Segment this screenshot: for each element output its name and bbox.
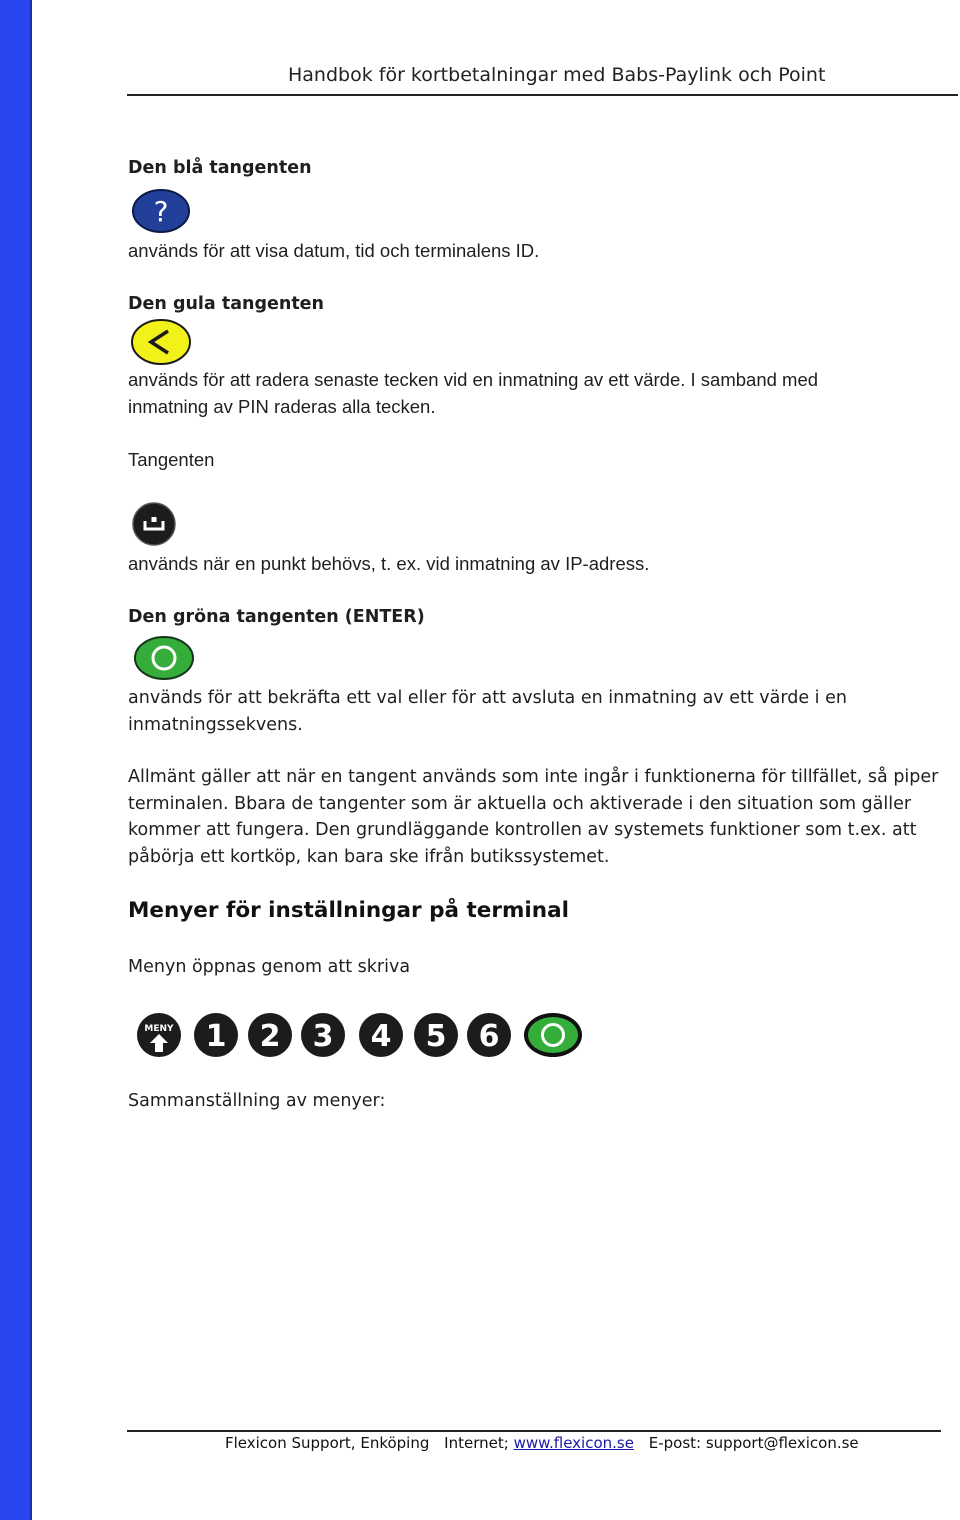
svg-text:4: 4 (370, 1019, 392, 1054)
general-paragraph-line1: Allmänt gäller att när en tangent används som inte ingår i funktionerna för tillfället, så piper (128, 767, 939, 787)
digit-3-key-icon (300, 1012, 346, 1058)
digit-5-key-icon (413, 1012, 459, 1058)
blue-key-heading: Den blå tangenten (128, 158, 312, 178)
yellow-backspace-key-icon (130, 318, 192, 366)
svg-text:5: 5 (425, 1019, 447, 1054)
footer-email: E-post: support@flexicon.se (648, 1434, 859, 1452)
general-paragraph-line3: kommer att fungera. Den grundläggande kontrollen av systemets funktioner som t.ex. att (128, 820, 917, 840)
footer-internet-label: Internet; (444, 1434, 509, 1452)
green-enter-key-icon (133, 635, 195, 681)
blue-key-description: används för att visa datum, tid och terminalens ID. (128, 240, 540, 261)
svg-text:3: 3 (312, 1019, 334, 1054)
yellow-key-heading: Den gula tangenten (128, 294, 325, 314)
digit-2-key-icon (247, 1012, 293, 1058)
general-paragraph-line4: påbörja ett kortköp, kan bara ske ifrån butikssystemet. (128, 847, 610, 867)
header-divider (127, 94, 958, 96)
dot-key-description: används när en punkt behövs, t. ex. vid inmatning av IP-adress. (128, 553, 650, 574)
footer-company: Flexicon Support, Enköping (225, 1434, 430, 1452)
svg-text:2: 2 (259, 1019, 281, 1054)
meny-key-icon (136, 1012, 184, 1060)
dot-key-heading: Tangenten (128, 449, 215, 470)
footer-divider (127, 1430, 941, 1432)
svg-text:?: ? (153, 195, 169, 228)
dot-key-icon (131, 501, 179, 547)
menu-section-heading: Menyer för inställningar på terminal (128, 898, 569, 923)
svg-text:6: 6 (478, 1019, 500, 1054)
sidebar-stripe (0, 0, 30, 1520)
green-key-description-line1: används för att bekräfta ett val eller för att avsluta en inmatning av ett värde i en (128, 688, 847, 708)
blue-question-key-icon (131, 188, 191, 234)
page-header-title: Handbok för kortbetalningar med Babs-Paylink och Point (288, 64, 826, 86)
footer-website-link[interactable]: www.flexicon.se (513, 1434, 634, 1452)
digit-1-key-icon (193, 1012, 239, 1058)
digit-4-key-icon (358, 1012, 404, 1058)
footer (225, 1434, 859, 1452)
svg-text:1: 1 (205, 1019, 227, 1054)
menu-summary-label: Sammanställning av menyer: (128, 1091, 386, 1111)
menu-intro-text: Menyn öppnas genom att skriva (128, 957, 411, 977)
green-key-description-line2: inmatningssekvens. (128, 715, 303, 735)
yellow-key-description-line1: används för att radera senaste tecken vid en inmatning av ett värde. I samband med (128, 369, 819, 390)
digit-6-key-icon (466, 1012, 512, 1058)
green-enter-sequence-key-icon (522, 1011, 584, 1059)
general-paragraph-line2: terminalen. Bbara de tangenter som är aktuella och aktiverade i den situation som gäller (128, 794, 912, 814)
green-key-heading: Den gröna tangenten (ENTER) (128, 607, 425, 627)
yellow-key-description-line2: inmatning av PIN raderas alla tecken. (128, 396, 436, 417)
meny-key-label: MENY (144, 1024, 174, 1034)
